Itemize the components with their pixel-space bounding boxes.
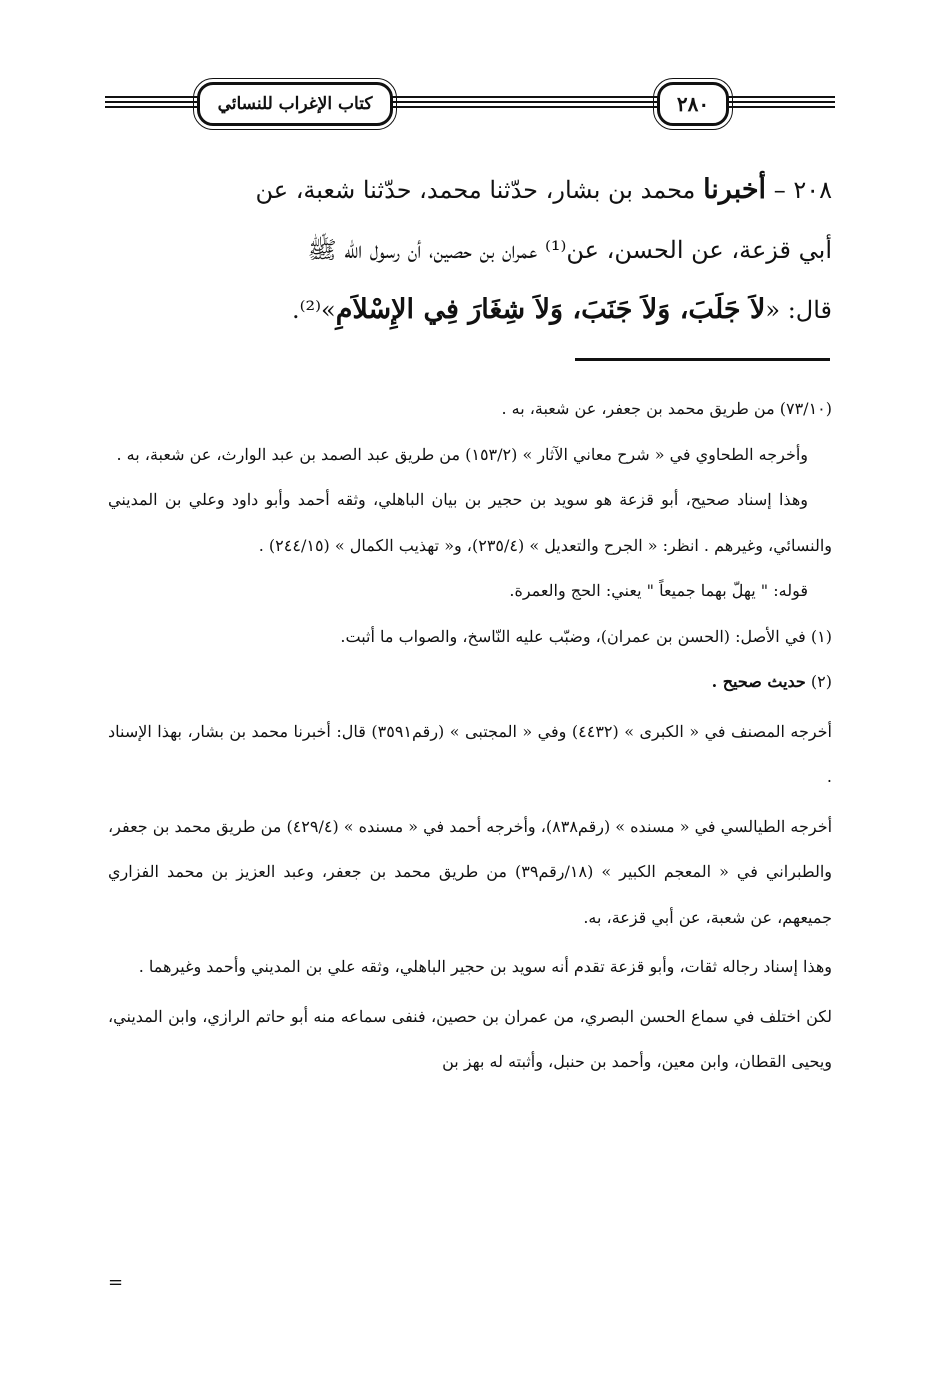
footnote-paragraph: وهذا إسناد صحيح، أبو قزعة هو سويد بن حجير بن بيان الباهلي، وثقه أحمد وأبو داود وعلي بن المديني والنسائي، وغيرهم . انظر: « الجرح والتعديل » (٢٣٥/٤)، و« تهذيب الكمال » (٢٤٤/١٥) . — [108, 490, 832, 555]
footnote-paragraph: (٧٣/١٠) من طريق محمد بن جعفر، عن شعبة، به . — [501, 399, 832, 418]
page-number: ٢٨٠ — [657, 82, 729, 126]
hadith-line-3 — [108, 280, 832, 340]
hadith-opening-word: أخبرنا — [703, 174, 767, 205]
hadith-prophetic-statement: لاَ جَلَبَ، وَلاَ جَنَبَ، وَلاَ شِغَارَ فِي الإِسْلاَمِ — [335, 294, 766, 325]
footnote-paragraph: لكن اختلف في سماع الحسن البصري، من عمران بن حصين، فنفى سماعه منه أبو حاتم الرازي، وابن المديني، ويحيى القطان، وابن معين، وأحمد بن حنبل، وأثبته له بهز بن — [108, 1006, 832, 1071]
hadith-number: ٢٠٨ – — [773, 176, 832, 204]
page-header — [105, 74, 835, 136]
footnote-2-heading — [108, 659, 832, 705]
hadith-quote-prefix: قال: « — [765, 296, 832, 324]
footnote-paragraph: أخرجه المصنف في « الكبرى » (٤٤٣٢) وفي « المجتبى » (رقم٣٥٩١) قال: أخبرنا محمد بن بشار، بهذا الإسناد . — [108, 721, 833, 786]
hadith-line-1 — [108, 160, 832, 220]
hadith-text — [108, 160, 832, 340]
footnotes — [108, 386, 832, 1085]
footnote-paragraph: وأخرجه الطحاوي في « شرح معاني الآثار » (١٥٣/٢) من طريق عبد الصمد بن عبد الوارث، عن شعبة، به . — [116, 444, 808, 464]
hadith-line-2: أبي قزعة، عن الحسن، عن⁽¹⁾ عمران بن حصين، أن رسول الله ﷺ — [307, 236, 832, 264]
footnote-1: (١) في الأصل: (الحسن بن عمران)، وضبّب عليه النّاسخ، والصواب ما أثبت. — [340, 626, 832, 646]
continuation-mark: = — [108, 1272, 124, 1293]
footnote-2-grade: حديث صحيح . — [711, 672, 806, 691]
footnote-paragraph: أخرجه الطيالسي في « مسنده » (رقم٨٣٨)، وأخرجه أحمد في « مسنده » (٤٢٩/٤) من طريق محمد بن جعفر، والطبراني في « المعجم الكبير » (١٨/رقم٣٩) من طريق محمد بن جعفر، وعبد العزيز بن محمد الفزاري جميعهم، عن شعبة، عن أبي قزعة، به. — [108, 816, 833, 927]
footnote-2-label: (٢) — [810, 672, 832, 691]
book-title: كتاب الإغراب للنسائي — [197, 82, 393, 126]
hadith-quote-suffix: »⁽²⁾. — [291, 296, 336, 324]
hadith-line-1-text: محمد بن بشار، حدّثنا محمد، حدّثنا شعبة، عن — [255, 176, 696, 204]
footnote-paragraph: وهذا إسناد رجاله ثقات، وأبو قزعة تقدم أنه سويد بن حجير الباهلي، وثقه علي بن المديني وأحمد وغيرهما . — [138, 957, 832, 976]
footnote-paragraph: قوله: " يهلّ بهما جميعاً " يعني: الحج والعمرة. — [509, 581, 808, 600]
footnote-separator — [575, 358, 830, 361]
